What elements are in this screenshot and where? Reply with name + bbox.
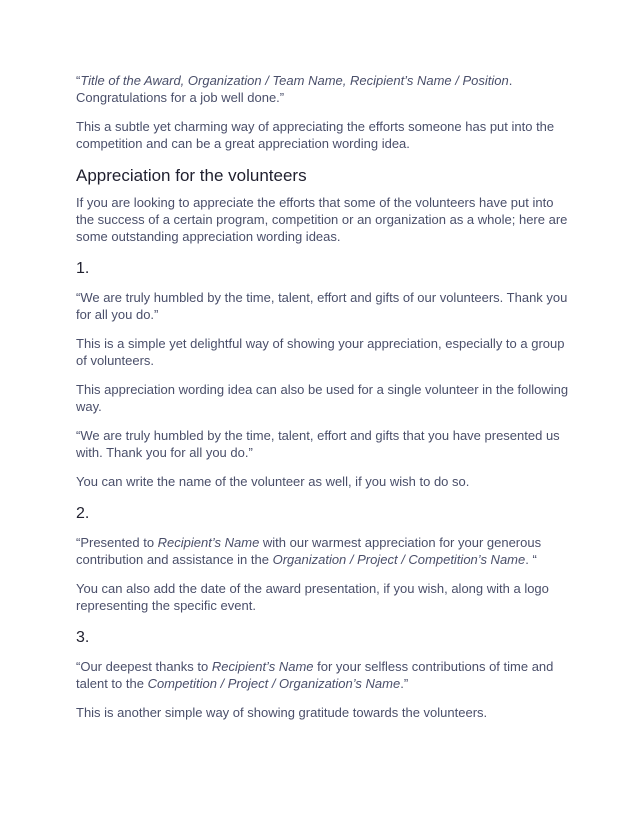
intro-quote (76, 72, 570, 106)
item-2-quote (76, 534, 570, 568)
quote-mark: “ (76, 73, 81, 88)
item-1-quote-2: “We are truly humbled by the time, talent, effort and gifts that you have presented us with. Thank you for all you do.” (76, 428, 560, 460)
item-2-number: 2. (76, 505, 90, 522)
item-1-description: This is a simple yet delightful way of showing your appreciation, especially to a group of volunteers. (76, 336, 565, 368)
competition-name-placeholder: Competition / Project / Organization’s Name (147, 676, 401, 691)
item-2-quote-part: with our warmest appreciation for your generous contribution and assistance in the (76, 535, 542, 567)
item-2-quote-part: . “ (525, 552, 537, 567)
organization-name-placeholder: Organization / Project / Competition’s Name (272, 552, 526, 567)
recipient-name-placeholder: Recipient’s Name (211, 659, 314, 674)
item-2-description: You can also add the date of the award presentation, if you wish, along with a logo representing the specific event. (76, 581, 549, 613)
intro-description: This a subtle yet charming way of appreciating the efforts someone has put into the competition and can be a great appreciation wording idea. (76, 119, 555, 151)
item-3-quote-part: .” (400, 676, 409, 691)
item-1-description-3: You can write the name of the volunteer as well, if you wish to do so. (76, 474, 470, 489)
recipient-name-placeholder: Recipient’s Name (157, 535, 260, 550)
document-page (76, 72, 570, 733)
item-1-quote: “We are truly humbled by the time, talent, effort and gifts of our volunteers. Thank you for all you do.” (76, 290, 568, 322)
item-3-quote-part: for your selfless contributions of time and talent to the (76, 659, 554, 691)
item-2-quote-part: “Presented to (76, 535, 158, 550)
section-intro: If you are looking to appreciate the efforts that some of the volunteers have put into the success of a certain program, competition or an organization as a whole; here are some outstanding appreciation wording ideas. (76, 195, 568, 244)
item-3-number: 3. (76, 629, 90, 646)
item-3-description: This is another simple way of showing gratitude towards the volunteers. (76, 705, 488, 720)
award-title-placeholder: Title of the Award, Organization / Team Name, Recipient’s Name / Position (80, 73, 509, 88)
intro-quote-rest: . Congratulations for a job well done.” (76, 73, 513, 105)
section-heading: Appreciation for the volunteers (76, 166, 307, 185)
item-1-number: 1. (76, 260, 90, 277)
item-1-description-2: This appreciation wording idea can also be used for a single volunteer in the following way. (76, 382, 569, 414)
item-3-quote-part: “Our deepest thanks to (76, 659, 212, 674)
item-3-quote (76, 658, 570, 692)
